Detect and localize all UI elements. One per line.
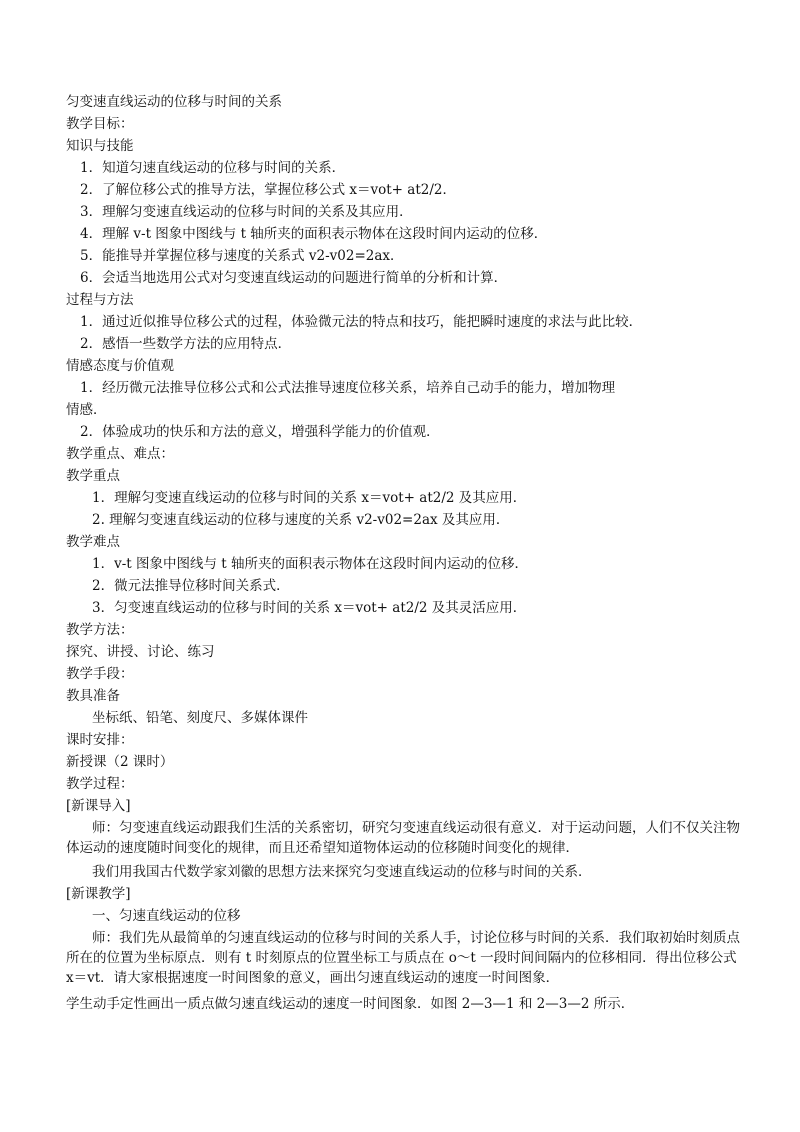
new-lesson-heading: [新课教学]: [66, 886, 131, 902]
process-heading: 过程与方法: [66, 292, 134, 308]
process-item: 1．通过近似推导位移公式的过程，体验微元法的特点和技巧，能把瞬时速度的求法与此比较．: [80, 314, 643, 330]
means-heading: 教学手段：: [66, 666, 134, 682]
knowledge-item: 6．会适当地选用公式对匀变速直线运动的问题进行简单的分析和计算．: [80, 270, 508, 286]
objectives-heading: 教学目标：: [66, 116, 134, 132]
key-item: 1．理解匀变速直线运动的位移与时间的关系 x＝vot+ at2/2 及其应用．: [92, 490, 527, 506]
intro-heading: [新课导入]: [66, 798, 131, 814]
section1-paragraph: 师：我们先从最简单的匀速直线运动的位移与时间的关系人手，讨论位移与时间的关系．我们取初始时刻质点所在的位置为坐标原点．则有 t 时刻原点的位置坐标工与质点在 o～t 一段时间间隔内的位移相同．得出位移公式 x＝vt．请大家根据速度一时间图象的意义，画出匀速直线运动的速度一时间图象．: [66, 930, 740, 986]
process-item: 2．感悟一些数学方法的应用特点．: [80, 336, 292, 352]
knowledge-item: 5．能推导并掌握位移与速度的关系式 v2-v02=2ax．: [80, 248, 404, 264]
doc-title: 匀变速直线运动的位移与时间的关系: [66, 94, 282, 110]
methods-text: 探究、讲授、讨论、练习: [66, 644, 215, 660]
intro-paragraph: 师：匀变速直线运动跟我们生活的关系密切，研究匀变速直线运动很有意义．对于运动问题，人们不仅关注物体运动的速度随时间变化的规律，而且还希望知道物体运动的位移随时间变化的规律．: [66, 820, 740, 856]
knowledge-heading: 知识与技能: [66, 138, 134, 154]
difficult-item: 1．v-t 图象中图线与 t 轴所夹的面积表示物体在这段时间内运动的位移．: [92, 556, 529, 572]
emotion-item-continuation: 情感．: [66, 402, 107, 418]
difficult-item: 2．微元法推导位移时间关系式．: [92, 578, 290, 594]
knowledge-item: 4．理解 v-t 图象中图线与 t 轴所夹的面积表示物体在这段时间内运动的位移．: [80, 226, 548, 242]
difficult-item: 3．匀变速直线运动的位移与时间的关系 x＝vot+ at2/2 及其灵活应用．: [92, 600, 527, 616]
process2-heading: 教学过程：: [66, 776, 134, 792]
tools-heading: 教具准备: [66, 688, 120, 704]
key-item: 2. 理解匀变速直线运动的位移与速度的关系 v2-v02=2ax 及其应用．: [92, 512, 510, 528]
knowledge-item: 2．了解位移公式的推导方法，掌握位移公式 x＝vot+ at2/2．: [80, 182, 456, 198]
methods-heading: 教学方法：: [66, 622, 134, 638]
emotion-item: 2．体验成功的快乐和方法的意义，增强科学能力的价值观．: [80, 424, 440, 440]
knowledge-item: 1．知道匀速直线运动的位移与时间的关系．: [80, 160, 346, 176]
intro-paragraph-2: 我们用我国古代数学家刘徽的思想方法来探究匀变速直线运动的位移与时间的关系．: [92, 864, 592, 880]
tools-text: 坐标纸、铅笔、刻度尺、多媒体课件: [92, 710, 308, 726]
section1-title: 一、匀速直线运动的位移: [92, 908, 241, 924]
emotion-item: 1．经历微元法推导位移公式和公式法推导速度位移关系，培养自己动手的能力，增加物理: [80, 380, 616, 396]
difficult-heading: 教学难点: [66, 534, 120, 550]
knowledge-item: 3．理解匀变速直线运动的位移与时间的关系及其应用．: [80, 204, 413, 220]
key-heading: 教学重点: [66, 468, 120, 484]
section1-last-line: 学生动手定性画出一质点做匀速直线运动的速度一时间图象．如图 2—3—1 和 2—3—2 所示．: [66, 996, 635, 1012]
emotion-heading: 情感态度与价值观: [66, 358, 174, 374]
schedule-text: 新授课（2 课时）: [66, 754, 174, 770]
schedule-heading: 课时安排：: [66, 732, 134, 748]
key-difficult-heading: 教学重点、难点：: [66, 446, 174, 462]
